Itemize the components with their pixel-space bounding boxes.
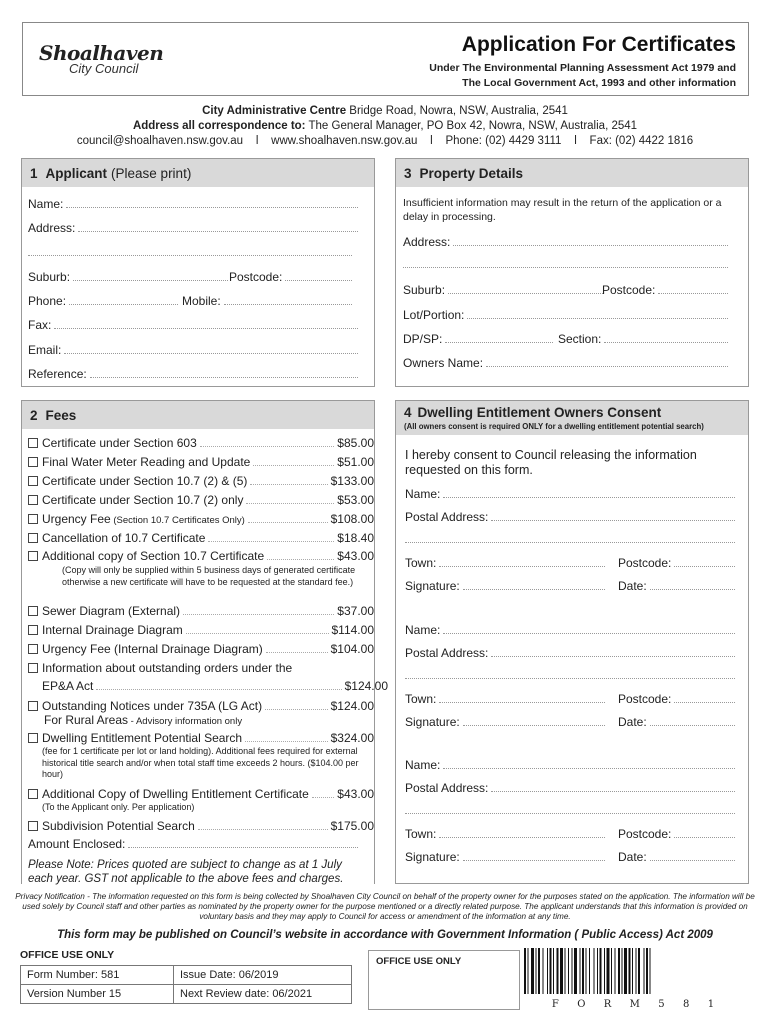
applicant-address-field[interactable] <box>28 221 358 235</box>
please-note: Please Note: Prices quoted are subject to change as at 1 July each year. GST not applicable to the above fees and charges. <box>28 859 344 885</box>
owner-town-field-label: Town: <box>405 556 437 570</box>
fax-label: Fax: <box>28 318 52 332</box>
applicant-email-field[interactable] <box>28 343 358 357</box>
privacy-notice: Privacy Notification - The information requested on this form is being collected by Shoalhaven City Council on behalf of the property owner for the purposes stated on the application. The information will be used solely by Council staff and other parties as nominated by the property owner for the purpose mentioned or a directly related purpose. The applicant understands that this information is provided on voluntary basis and they may apply to Council for access or amendment of the information at any time. <box>15 892 755 921</box>
owner-name-field[interactable] <box>405 487 735 501</box>
fee-checkbox[interactable] <box>28 495 38 505</box>
fee-checkbox[interactable] <box>28 701 38 711</box>
owner-town-field-label: Town: <box>405 692 437 706</box>
address-label: Address: <box>28 221 76 235</box>
centre-label: City Administrative Centre <box>202 105 347 117</box>
owner-signature-field[interactable] <box>405 579 605 593</box>
review-date: Next Review date: 06/2021 <box>174 985 352 1004</box>
fee-amount: $324.00 <box>330 731 374 745</box>
owner-town-field[interactable] <box>405 692 605 706</box>
correspondence-value: The General Manager, PO Box 42, Nowra, NSW, Australia, 2541 <box>305 120 638 132</box>
fee-row <box>28 623 374 637</box>
amount-enclosed-field[interactable] <box>28 837 358 851</box>
owner-postal-field-label: Postal Address: <box>405 781 489 795</box>
centre-value: Bridge Road, Nowra, NSW, Australia, 2541 <box>346 105 568 117</box>
applicant-postcode-field[interactable] <box>229 270 352 284</box>
fee-amount: $53.00 <box>337 493 374 507</box>
address-label: Address: <box>403 235 451 249</box>
section-subtitle: (Please print) <box>111 165 192 181</box>
contact-line: council@shoalhaven.nsw.gov.au l www.shoalhaven.nsw.gov.au l Phone: (02) 4429 3111 l Fax: (02) 4422 1816 <box>76 135 694 147</box>
fee-amount: $43.00 <box>337 787 374 801</box>
section-number: 2 <box>30 407 38 423</box>
fee-checkbox[interactable] <box>28 733 38 743</box>
fee-amount: $51.00 <box>337 455 374 469</box>
phone-label: Phone: <box>28 294 67 308</box>
fee-checkbox[interactable] <box>28 551 38 561</box>
fee-row <box>28 474 374 488</box>
fee-label: Subdivision Potential Search <box>42 819 195 833</box>
section-title: Fees <box>45 407 77 423</box>
section-subtitle: (All owners consent is required ONLY for a dwelling entitlement potential search) <box>404 422 704 431</box>
mobile-label: Mobile: <box>182 294 221 308</box>
fee-row <box>42 679 388 693</box>
council-logo <box>39 41 163 76</box>
fee-checkbox[interactable] <box>28 625 38 635</box>
applicant-mobile-field[interactable] <box>182 294 352 308</box>
section-number: 3 <box>404 165 412 181</box>
form-number: Form Number: 581 <box>21 966 174 985</box>
fee-label: Cancellation of 10.7 Certificate <box>42 531 206 545</box>
owner-date-field-label: Date: <box>618 850 647 864</box>
fee-label: Internal Drainage Diagram <box>42 623 183 637</box>
property-postcode-field[interactable] <box>602 283 728 297</box>
owner-town-field-label: Town: <box>405 827 437 841</box>
address-line <box>28 255 352 256</box>
header-box <box>22 22 749 96</box>
postcode-label: Postcode: <box>229 270 283 284</box>
lot-label: Lot/Portion: <box>403 308 465 322</box>
office-use-label: OFFICE USE ONLY <box>20 949 115 961</box>
fee-checkbox[interactable] <box>28 644 38 654</box>
fee-amount: $114.00 <box>331 623 374 637</box>
owner-signature-field[interactable] <box>405 715 605 729</box>
owner-name-field-label: Name: <box>405 758 441 772</box>
fee-row <box>28 531 374 545</box>
postal-address-line <box>405 542 735 543</box>
fee-checkbox[interactable] <box>28 476 38 486</box>
fee-row <box>28 819 374 833</box>
logo-sub-text: City Council <box>69 61 139 76</box>
section-title: Dwelling Entitlement Owners Consent <box>417 405 662 420</box>
subtitle-line-1: Under The Environmental Planning Assessment Act 1979 and <box>429 62 736 74</box>
consent-statement: I hereby consent to Council releasing the information requested on this form. <box>405 448 697 477</box>
owner-signature-field-label: Signature: <box>405 579 460 593</box>
barcode-text: F O R M 5 8 1 <box>551 999 719 1010</box>
fee-row <box>28 661 374 675</box>
postal-address-line <box>405 813 735 814</box>
contact-info <box>0 104 770 149</box>
fee-label-note: (Section 10.7 Certificates Only) <box>110 515 245 526</box>
section-number: 1 <box>30 165 38 181</box>
fee-label: Certificate under Section 10.7 (2) only <box>42 493 244 507</box>
owner-name-field-label: Name: <box>405 487 441 501</box>
fees-header <box>22 401 374 429</box>
owner-postcode-field-label: Postcode: <box>618 827 672 841</box>
fee-label: Sewer Diagram (External) <box>42 604 181 618</box>
fee-label: Final Water Meter Reading and Update <box>42 455 251 469</box>
version-number: Version Number 15 <box>21 985 174 1004</box>
property-lot-field[interactable] <box>403 308 728 322</box>
dwelling-search-note: (fee for 1 certificate per lot or land holding). Additional fees required for external historical title search and/or when total staff time exceeds 2 hours. ($104.00 per hour) <box>42 746 359 779</box>
owner-postal-field[interactable] <box>405 781 735 795</box>
office-use-box-label: OFFICE USE ONLY <box>376 956 462 967</box>
section-title: Applicant <box>45 165 108 181</box>
suburb-label: Suburb: <box>403 283 446 297</box>
subtitle-line-2: The Local Government Act, 1993 and other information <box>462 77 736 89</box>
suburb-label: Suburb: <box>28 270 71 284</box>
property-address-line <box>403 267 728 268</box>
section-label: Section: <box>558 332 602 346</box>
fee-checkbox[interactable] <box>28 457 38 467</box>
owner-postcode-field[interactable] <box>618 556 735 570</box>
property-owners-field[interactable] <box>403 356 728 370</box>
property-dp-field[interactable] <box>403 332 553 346</box>
page-subtitle <box>429 61 736 91</box>
applicant-suburb-field[interactable] <box>28 270 228 284</box>
owner-signature-field-label: Signature: <box>405 715 460 729</box>
fee-amount: $85.00 <box>337 436 374 450</box>
property-panel <box>395 158 749 387</box>
fee-amount: $133.00 <box>330 474 374 488</box>
fee-amount: $108.00 <box>330 512 374 526</box>
fee-row <box>28 642 374 656</box>
fee-label: For Rural Areas - Advisory information only <box>44 713 243 727</box>
property-address-field[interactable] <box>403 235 728 249</box>
fee-checkbox[interactable] <box>28 606 38 616</box>
fee-row <box>28 512 374 526</box>
applicant-panel <box>21 158 375 387</box>
owner-date-field-label: Date: <box>618 579 647 593</box>
form-info-table <box>20 965 352 1004</box>
property-header <box>396 159 748 187</box>
fee-row <box>44 713 390 727</box>
fee-label: Urgency Fee (Section 10.7 Certificates Only) <box>42 512 245 526</box>
owner-postal-field[interactable] <box>405 646 735 660</box>
fee-row <box>28 787 374 801</box>
page-title: Application For Certificates <box>461 33 736 56</box>
dp-label: DP/SP: <box>403 332 443 346</box>
barcode-icon <box>522 948 748 994</box>
logo-main-text: Shoalhaven <box>39 41 164 65</box>
fee-label: Certificate under Section 603 <box>42 436 197 450</box>
owner-postcode-field-label: Postcode: <box>618 692 672 706</box>
owner-date-field-label: Date: <box>618 715 647 729</box>
owner-postal-field-label: Postal Address: <box>405 510 489 524</box>
applicant-name-field[interactable] <box>28 197 358 211</box>
fee-row <box>28 604 374 618</box>
property-intro: Insufficient information may result in the return of the application or a delay in processing. <box>403 197 722 223</box>
issue-date: Issue Date: 06/2019 <box>174 966 352 985</box>
email-label: Email: <box>28 343 62 357</box>
fee-checkbox[interactable] <box>28 514 38 524</box>
amount-enclosed-label: Amount Enclosed: <box>28 837 126 851</box>
fee-label: Information about outstanding orders under the <box>42 661 293 675</box>
office-use-box <box>368 950 520 1010</box>
fee-row <box>28 493 374 507</box>
fee-amount: $37.00 <box>337 604 374 618</box>
owners-label: Owners Name: <box>403 356 484 370</box>
owner-name-field-label: Name: <box>405 623 441 637</box>
fee-amount: $124.00 <box>344 679 388 693</box>
additional-copy-note: (Copy will only be supplied within 5 business days of generated certificate otherwise a new certificate will have to be requested at the standard fee.) <box>62 565 356 587</box>
fees-panel <box>21 400 388 885</box>
fee-row <box>28 549 374 563</box>
fee-label: Additional copy of Section 10.7 Certificate <box>42 549 265 563</box>
owner-signature-field-label: Signature: <box>405 850 460 864</box>
postal-address-line <box>405 678 735 679</box>
fee-row <box>28 455 374 469</box>
owner-name-field[interactable] <box>405 758 735 772</box>
fee-checkbox[interactable] <box>28 438 38 448</box>
office-use-left <box>20 949 352 1004</box>
fee-label: Urgency Fee (Internal Drainage Diagram) <box>42 642 263 656</box>
fee-label: Dwelling Entitlement Potential Search <box>42 731 243 745</box>
fee-label: EP&A Act <box>42 679 94 693</box>
owner-postcode-field[interactable] <box>618 827 735 841</box>
section-number: 4 <box>404 405 412 420</box>
section-title: Property Details <box>419 165 524 181</box>
fee-checkbox[interactable] <box>28 821 38 831</box>
fee-checkbox[interactable] <box>28 663 38 673</box>
fee-label: Certificate under Section 10.7 (2) & (5) <box>42 474 248 488</box>
owner-postcode-field[interactable] <box>618 692 735 706</box>
fee-label: Outstanding Notices under 735A (LG Act) <box>42 699 263 713</box>
fee-checkbox[interactable] <box>28 789 38 799</box>
owner-date-field[interactable] <box>618 715 735 729</box>
dwelling-copy-note: (To the Applicant only. Per application) <box>42 802 195 812</box>
property-suburb-field[interactable] <box>403 283 603 297</box>
reference-label: Reference: <box>28 367 87 381</box>
fee-label-note: - Advisory information only <box>128 716 243 727</box>
consent-panel <box>395 400 749 884</box>
owner-name-field[interactable] <box>405 623 735 637</box>
postcode-label: Postcode: <box>602 283 656 297</box>
applicant-header <box>22 159 374 187</box>
applicant-phone-field[interactable] <box>28 294 178 308</box>
applicant-fax-field[interactable] <box>28 318 358 332</box>
fee-amount: $175.00 <box>330 819 374 833</box>
fee-row <box>28 699 374 713</box>
fee-checkbox[interactable] <box>28 533 38 543</box>
fee-amount: $43.00 <box>337 549 374 563</box>
fee-label: Additional Copy of Dwelling Entitlement Certificate <box>42 787 309 801</box>
owner-town-field[interactable] <box>405 556 605 570</box>
correspondence-label: Address all correspondence to: <box>132 120 306 132</box>
fee-row <box>28 436 374 450</box>
owner-postcode-field-label: Postcode: <box>618 556 672 570</box>
fee-amount: $124.00 <box>330 699 374 713</box>
fee-amount: $18.40 <box>337 531 374 545</box>
owner-date-field[interactable] <box>618 579 735 593</box>
name-label: Name: <box>28 197 64 211</box>
publish-notice: This form may be published on Council’s website in accordance with Government Information ( Public Access) Act 2009 <box>57 929 713 941</box>
consent-header <box>396 401 748 435</box>
owner-date-field[interactable] <box>618 850 735 864</box>
owner-postal-field[interactable] <box>405 510 735 524</box>
owner-postal-field-label: Postal Address: <box>405 646 489 660</box>
owner-signature-field[interactable] <box>405 850 605 864</box>
applicant-reference-field[interactable] <box>28 367 358 381</box>
owner-town-field[interactable] <box>405 827 605 841</box>
form-barcode <box>522 948 748 1008</box>
fee-amount: $104.00 <box>330 642 374 656</box>
fee-row <box>28 731 374 745</box>
property-section-field[interactable] <box>558 332 728 346</box>
